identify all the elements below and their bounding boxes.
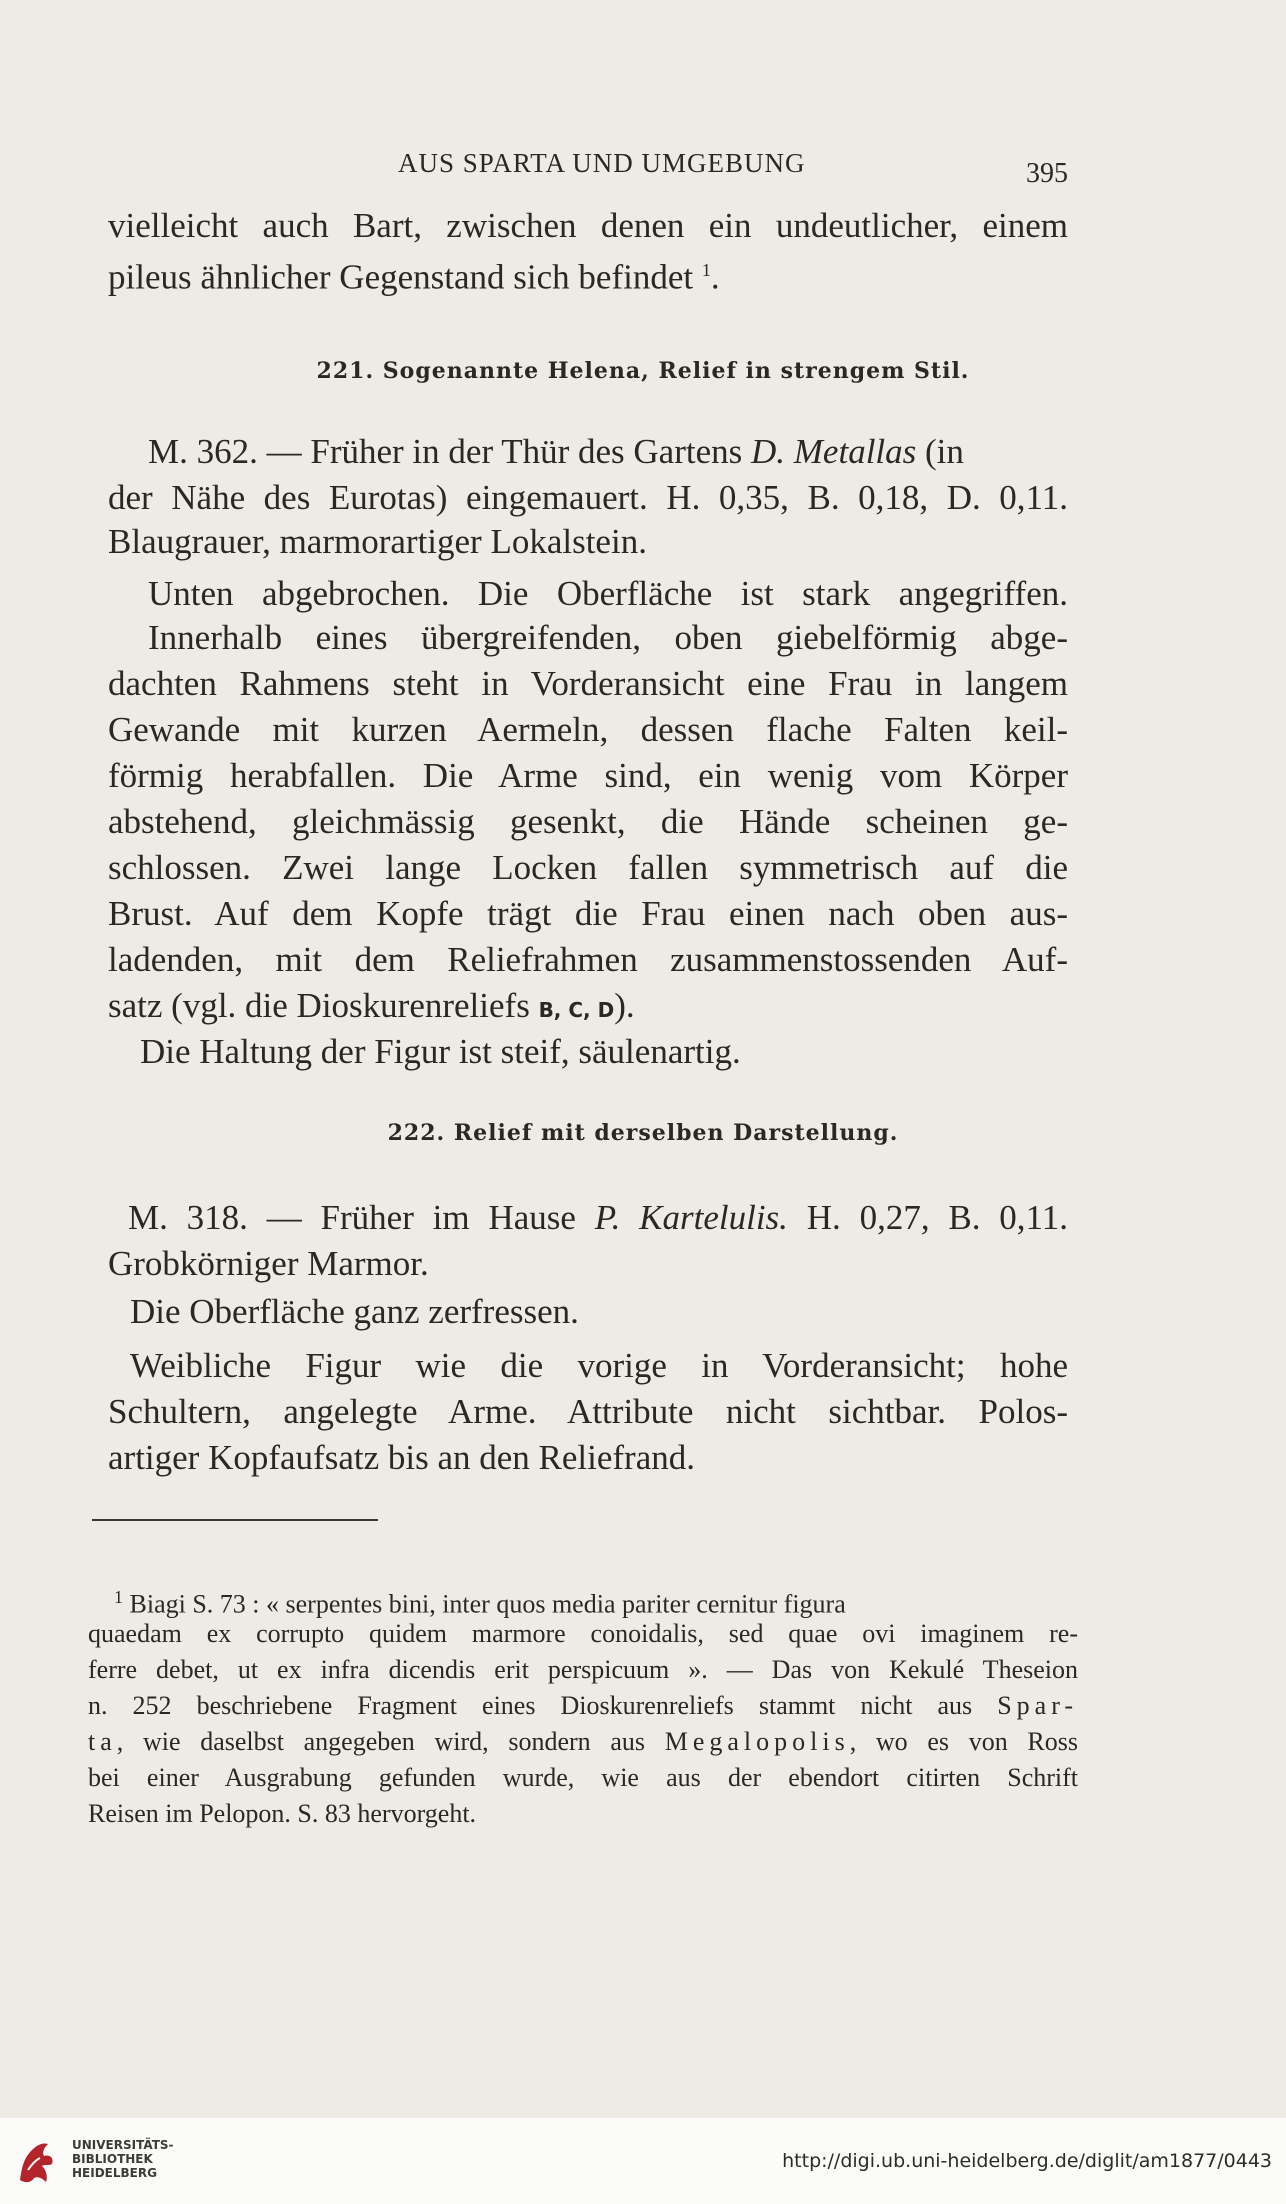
footnote-line-5-end: , wo es von Ross (849, 1727, 1078, 1756)
s221-italic-name: D. Metallas (751, 432, 917, 471)
digital-library-url-link[interactable]: http://digi.ub.uni-heidelberg.de/diglit/am1877/0443 (782, 2150, 1272, 2172)
s221-line-6: dachten Rahmens steht in Vorderansicht eine Frau in langem (108, 664, 1068, 703)
s221-line-3: Blaugrauer, marmorartiger Lokalstein. (108, 522, 647, 561)
s221-line-7: Gewande mit kurzen Aermeln, dessen flache Falten keil- (108, 710, 1068, 749)
s221-line-11: Brust. Auf dem Kopfe trägt die Frau einen nach oben aus- (108, 894, 1068, 933)
footnote-line-5-mid: , wie daselbst angegeben wird, sondern aus (116, 1727, 646, 1756)
running-head: AUS SPARTA UND UMGEBUNG (398, 148, 806, 178)
library-name-line-1: UNIVERSITÄTS- (72, 2138, 174, 2152)
footnote-line-1-text: Biagi S. 73 : « serpentes bini, inter quos media pariter cernitur figura (129, 1589, 846, 1619)
footnote-line-4 (88, 1688, 1078, 1723)
page-header (0, 148, 1286, 188)
footnote-ta: ta (88, 1727, 117, 1756)
s221-line-13-end: ). (614, 986, 635, 1025)
intro-line-2 (108, 248, 1068, 300)
footnote-line-2: quaedam ex corrupto quidem marmore conoidalis, sed quae ovi imaginem re- (88, 1619, 1078, 1648)
footnote-line-7: Reisen im Pelopon. S. 83 hervorgeht. (88, 1799, 477, 1828)
intro-line-2-end: . (710, 257, 720, 297)
s221-line-13-text: satz (vgl. die Dioskurenreliefs (108, 986, 530, 1025)
s222-line-4: Weibliche Figur wie die vorige in Vorderansicht; hohe (130, 1346, 1068, 1385)
s221-line-4: Unten abgebrochen. Die Oberfläche ist stark angegriffen. (148, 574, 1068, 613)
footnote-line-3: ferre debet, ut ex infra dicendis erit perspicuum ». — Das von Kekulé Theseion (88, 1655, 1078, 1684)
footnote-line-6: bei einer Ausgrabung gefunden wurde, wie aus der ebendort citirten Schrift (88, 1763, 1078, 1792)
footnote-line-4-text: n. 252 beschriebene Fragment eines Dioskurenreliefs stammt nicht aus (88, 1691, 973, 1720)
intro-line-2-text: pileus ähnlicher Gegenstand sich befindet (108, 257, 694, 297)
s222-italic-name: P. Kartelulis. (594, 1198, 788, 1237)
section-221-heading: 221. Sogenannte Helena, Relief in strengem Stil. (316, 358, 970, 384)
s222-line-6: artiger Kopfaufsatz bis an den Reliefrand. (108, 1438, 695, 1477)
s222-line-3: Die Oberfläche ganz zerfressen. (130, 1292, 579, 1331)
s221-line-1-end: (in (925, 432, 964, 471)
s221-line-8: förmig herabfallen. Die Arme sind, ein wenig vom Körper (108, 756, 1068, 795)
s222-line-2: Grobkörniger Marmor. (108, 1244, 429, 1283)
library-name (72, 2138, 174, 2180)
s221-line-2: der Nähe des Eurotas) eingemauert. H. 0,35, B. 0,18, D. 0,11. (108, 478, 1068, 517)
heidelberg-lion-logo-icon (14, 2136, 60, 2186)
footnote-ref: 1 (701, 260, 711, 280)
footnote-megalopolis: Megalopolis (664, 1727, 850, 1756)
s221-line-12: ladenden, mit dem Reliefrahmen zusammenstossenden Auf- (108, 940, 1068, 979)
footnote-rule (92, 1519, 378, 1521)
s221-line-1-text: M. 362. — Früher in der Thür des Gartens (148, 432, 743, 471)
s222-line-1-end: H. 0,27, B. 0,11. (806, 1198, 1068, 1237)
dioskuren-refs: B, C, D (538, 998, 615, 1022)
library-name-line-3: HEIDELBERG (72, 2166, 157, 2180)
s221-line-1 (148, 430, 1068, 474)
s222-line-1 (128, 1196, 1068, 1240)
intro-line-1: vielleicht auch Bart, zwischen denen ein undeutlicher, einem (108, 206, 1068, 245)
s221-line-13 (108, 984, 1068, 1032)
s222-line-5: Schultern, angelegte Arme. Attribute nicht sichtbar. Polos- (108, 1392, 1068, 1431)
s221-line-9: abstehend, gleichmässig gesenkt, die Hände scheinen ge- (108, 802, 1068, 841)
s221-line-5: Innerhalb eines übergreifenden, oben giebelförmig abge- (148, 618, 1068, 657)
page-number: 395 (1026, 158, 1068, 189)
s222-line-1-text: M. 318. — Früher im Hause (128, 1198, 576, 1237)
section-222-heading: 222. Relief mit derselben Darstellung. (387, 1120, 899, 1146)
s221-line-10: schlossen. Zwei lange Locken fallen symmetrisch auf die (108, 848, 1068, 887)
library-name-line-2: BIBLIOTHEK (72, 2152, 153, 2166)
footnote-marker: 1 (114, 1587, 123, 1607)
s221-line-14: Die Haltung der Figur ist steif, säulenartig. (140, 1032, 741, 1071)
footnote-line-5 (88, 1724, 1078, 1759)
footnote-sparta: Spar- (997, 1691, 1079, 1720)
